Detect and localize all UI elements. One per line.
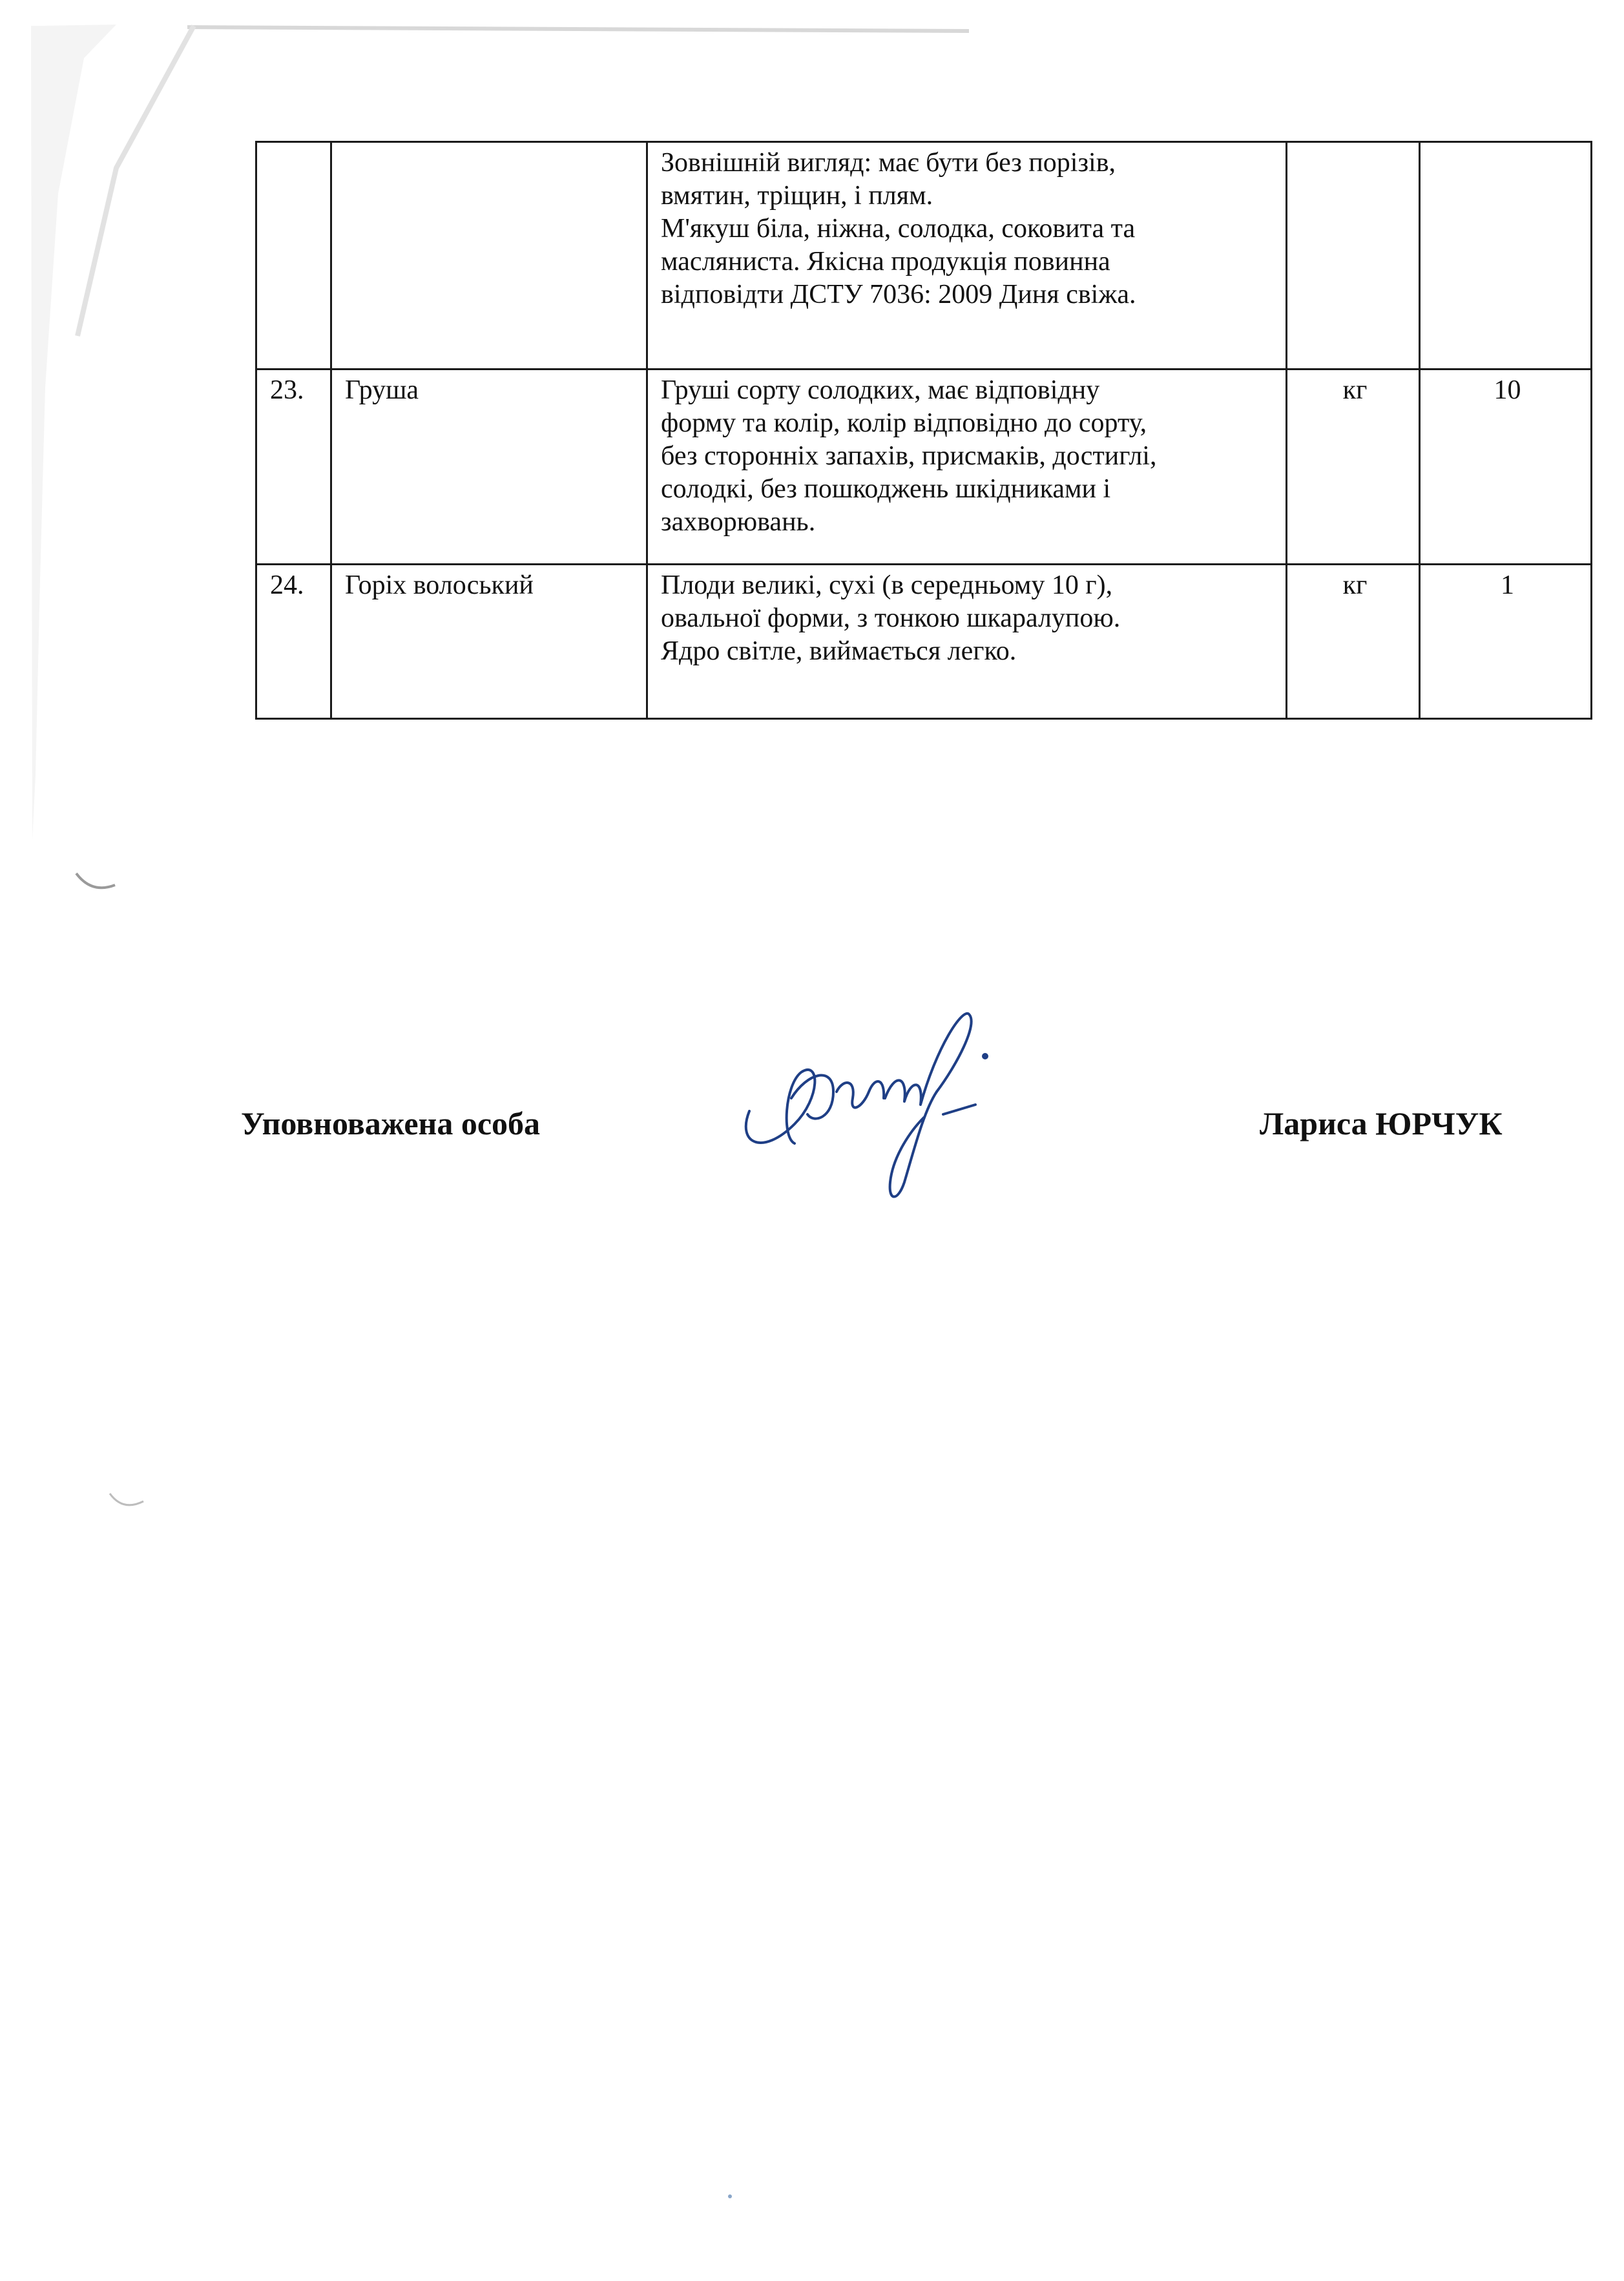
product-description xyxy=(647,142,1287,370)
unit-of-measure: кг xyxy=(1287,565,1420,719)
authorized-person-name: Лариса ЮРЧУК xyxy=(1260,1105,1503,1141)
authorized-person-label: Уповноважена особа xyxy=(241,1105,541,1141)
description-line: овальної форми, з тонкою шкаралупою. xyxy=(661,603,1121,633)
table-row xyxy=(256,370,1592,565)
description-line: Ядро світле, виймається легко. xyxy=(661,636,1017,666)
product-spec-table xyxy=(255,141,1592,720)
description-line: Плоди великі, сухі (в середньому 10 г), xyxy=(661,570,1113,600)
product-name xyxy=(331,142,647,370)
row-number: 23. xyxy=(256,370,331,565)
description-line: без сторонніх запахів, присмаків, достиглі, xyxy=(661,441,1157,471)
handwritten-signature xyxy=(724,995,1034,1214)
description-line: масляниста. Якісна продукція повинна xyxy=(661,247,1110,276)
quantity xyxy=(1420,142,1592,370)
product-description xyxy=(647,565,1287,719)
row-number: 24. xyxy=(256,565,331,719)
description-line: солодкі, без пошкоджень шкідниками і xyxy=(661,474,1111,504)
product-name: Груша xyxy=(331,370,647,565)
table-row xyxy=(256,565,1592,719)
description-line: Зовнішній вигляд: має бути без порізів, xyxy=(661,148,1116,178)
description-line: М'якуш біла, ніжна, солодка, соковита та xyxy=(661,214,1136,244)
description-line: захворювань. xyxy=(661,507,816,537)
row-number xyxy=(256,142,331,370)
quantity: 1 xyxy=(1420,565,1592,719)
unit-of-measure xyxy=(1287,142,1420,370)
description-line: вмятин, тріщин, і плям. xyxy=(661,181,933,211)
table-row xyxy=(256,142,1592,370)
description-line: Груші сорту солодких, має відповідну xyxy=(661,375,1100,405)
quantity: 10 xyxy=(1420,370,1592,565)
unit-of-measure: кг xyxy=(1287,370,1420,565)
description-line: форму та колір, колір відповідно до сорту, xyxy=(661,408,1147,438)
product-description xyxy=(647,370,1287,565)
product-name: Горіх волоський xyxy=(331,565,647,719)
description-line: відповідти ДСТУ 7036: 2009 Диня свіжа. xyxy=(661,280,1136,309)
